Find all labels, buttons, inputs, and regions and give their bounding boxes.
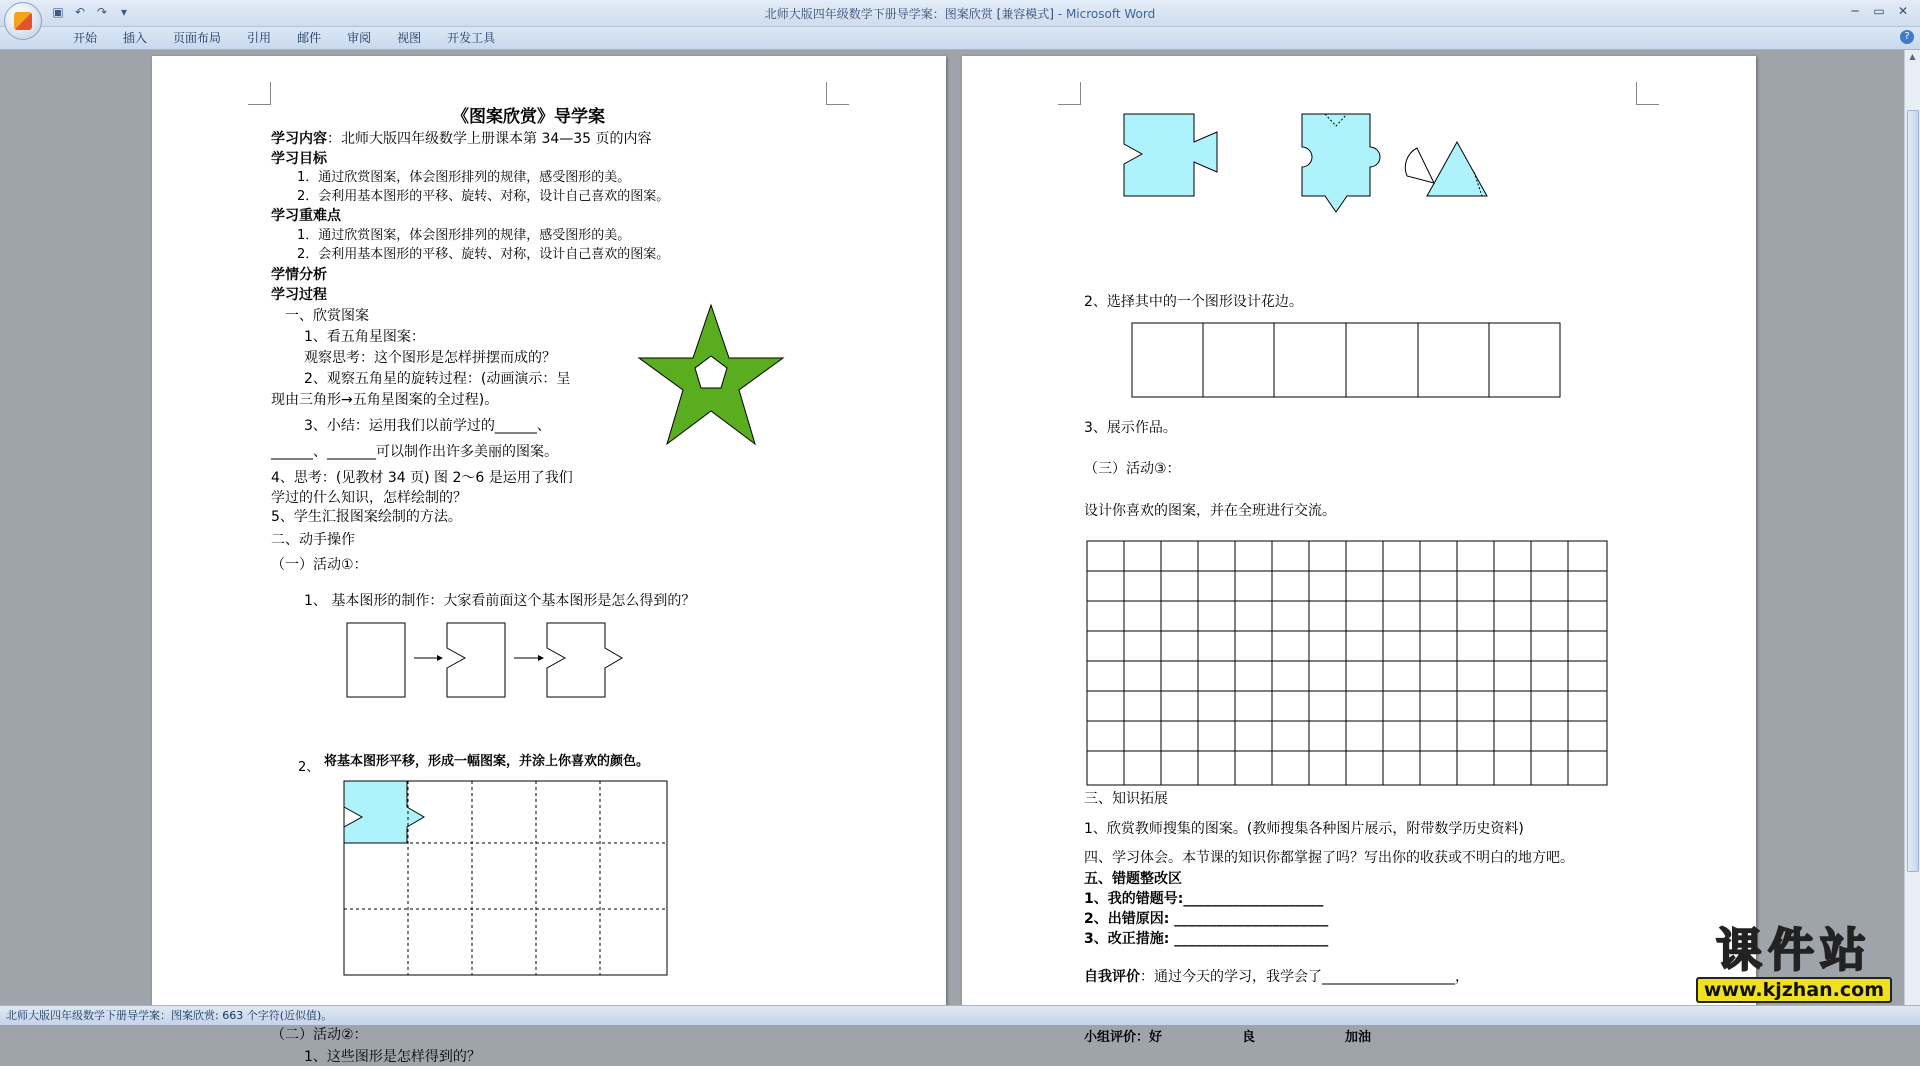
key-2: 2．会利用基本图形的平移、旋转、对称，设计自己喜欢的图案。 [297,247,670,262]
activity-1-q2-num: 2、 [298,760,320,775]
activity-2-heading: （二）活动②： [271,1027,368,1043]
design-prompt: 设计你喜欢的图案，并在全班进行交流。 [1084,503,1336,519]
tab-insert[interactable]: 插入 [123,31,148,45]
goal-2: 2．会利用基本图形的平移、旋转、对称，设计自己喜欢的图案。 [297,189,670,204]
customize-qat-icon[interactable]: ▾ [120,5,128,19]
step-3-cont: ______、_______可以制作出许多美丽的图案。 [271,444,558,460]
window-title: 北师大版四年级数学下册导学案：图案欣赏 [兼容模式] - Microsoft Word [764,7,1156,21]
step-4: 4、思考：(见教材 34 页) 图 2～6 是运用了我们 [271,470,573,486]
step-5: 5、学生汇报图案绘制的方法。 [271,509,462,525]
tab-mailings[interactable]: 邮件 [297,31,322,45]
window-controls [1844,2,1914,20]
extension-1: 1、欣赏教师搜集的图案。(教师搜集各种图片展示，附带数学历史资料) [1084,821,1524,837]
undo-icon[interactable]: ↶ [74,5,86,19]
group-evaluation: 小组评价：好 良 加油 [1084,1030,1372,1045]
key-1: 1．通过欣赏图案，体会图形排列的规律，感受图形的美。 [297,228,631,243]
error-reason: 2、出错原因: ______________________ [1084,911,1329,927]
watermark-logo: 课件站 www.kjzhan.com [1696,923,1892,1003]
redo-icon[interactable]: ↷ [96,5,108,19]
crop-mark [1058,82,1081,105]
section-4-heading: 四、学习体会。本节课的知识你都掌握了吗？写出你的收获或不明白的地方吧。 [1084,850,1574,866]
tab-review[interactable]: 审阅 [347,31,372,45]
process-heading: 学习过程 [271,287,327,303]
goal-1: 1．通过欣赏图案，体会图形排列的规律，感受图形的美。 [297,170,631,185]
close-icon[interactable]: ✕ [1897,4,1909,18]
shape-options-figure [1122,112,1492,262]
question-2: 2、选择其中的一个图形设计花边。 [1084,294,1303,310]
translation-grid-figure [342,779,672,979]
error-number: 1、我的错题号:____________________ [1084,891,1324,907]
crop-mark [248,82,271,105]
activity-1-heading: （一）活动①： [271,557,368,573]
design-grid [1085,533,1609,787]
activity-1-q1: 1、 基本图形的制作：大家看前面这个基本图形是怎么得到的？ [304,593,696,609]
tab-references[interactable]: 引用 [247,31,272,45]
border-design-boxes [1130,321,1562,401]
minimize-icon[interactable]: ─ [1851,4,1859,18]
title-bar [0,0,1920,27]
activity-1-q2: 将基本图形平移，形成一幅图案，并涂上你喜欢的颜色。 [324,754,650,769]
step-2-cont: 现由三角形→五角星图案的全过程)。 [271,392,499,408]
activity-2-q1: 1、这些图形是怎样得到的？ [304,1049,481,1065]
ribbon-tab-bar [0,27,1920,50]
section-3-heading: 三、知识拓展 [1084,791,1168,807]
help-icon[interactable]: ? [1900,30,1914,44]
scroll-thumb[interactable] [1907,110,1919,872]
section-5-heading: 五、错题整改区 [1084,871,1182,887]
maximize-icon[interactable]: ▭ [1873,4,1885,18]
activity-3-heading: （三）活动③： [1084,461,1181,477]
analysis-heading: 学情分析 [271,267,327,283]
page-2 [962,56,1756,1045]
error-fix: 3、改正措施: ______________________ [1084,931,1329,947]
content-line: 学习内容：北师大版四年级数学上册课本第 34—35 页的内容 [271,131,652,147]
office-logo-icon [14,12,32,30]
basic-shape-steps-figure [342,620,682,700]
question-3: 3、展示作品。 [1084,420,1177,436]
step-2: 2、观察五角星的旋转过程：(动画演示：呈 [304,371,571,387]
scroll-up-icon[interactable]: ▲ [1909,52,1916,61]
step-1: 1、看五角星图案： [304,329,425,345]
crop-mark [826,82,849,105]
five-pointed-star-figure [631,302,791,450]
vertical-scrollbar[interactable] [1904,50,1920,1005]
office-button[interactable] [4,2,42,40]
tab-page-layout[interactable]: 页面布局 [173,31,222,45]
tab-developer[interactable]: 开发工具 [447,31,496,45]
status-bar: 北师大版四年级数学下册导学案：图案欣赏: 663 个字符(近似值)。 [0,1005,1920,1025]
save-icon[interactable]: ▣ [52,5,64,19]
step-1-question: 观察思考：这个图形是怎样拼摆而成的？ [304,350,556,366]
section-1-heading: 一、欣赏图案 [285,308,369,324]
crop-mark [1636,82,1659,105]
tab-view[interactable]: 视图 [397,31,422,45]
key-heading: 学习重难点 [271,208,341,224]
goals-heading: 学习目标 [271,151,327,167]
step-4-cont: 学过的什么知识，怎样绘制的？ [271,490,467,506]
self-evaluation: 自我评价：通过今天的学习，我学会了___________________， [1084,969,1469,985]
step-3: 3、小结：运用我们以前学过的______、 [304,418,551,434]
doc-title: 《图案欣赏》导学案 [452,107,605,127]
tab-home[interactable]: 开始 [73,31,98,45]
section-2-heading: 二、动手操作 [271,532,355,548]
